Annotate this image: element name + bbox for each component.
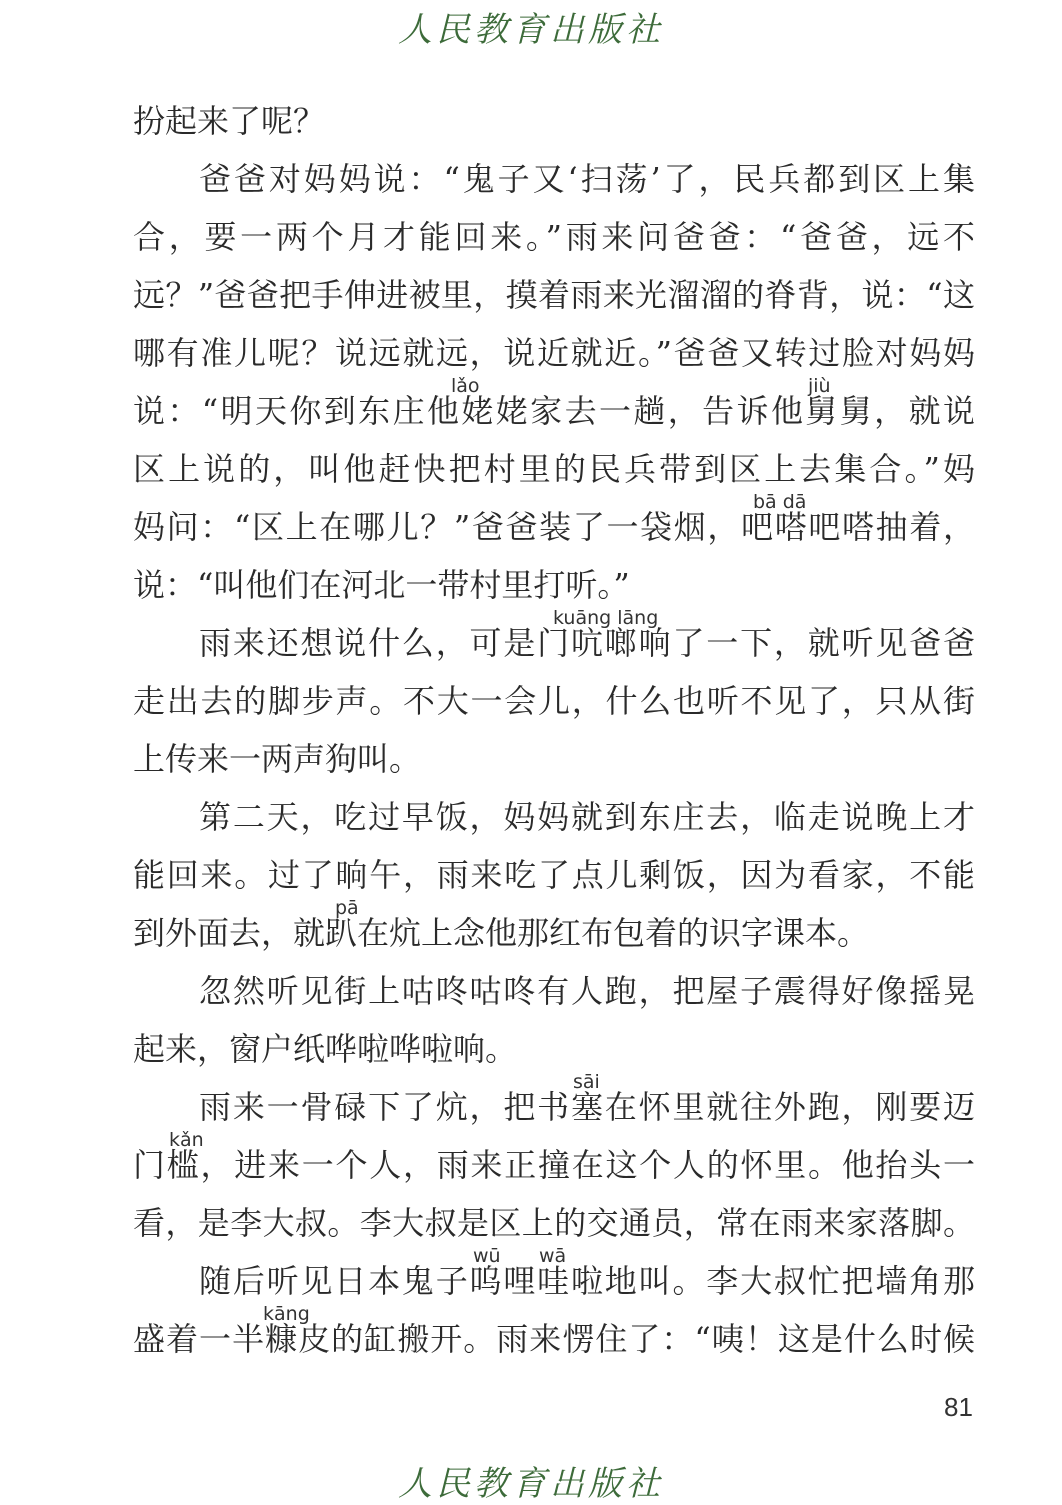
page-number: 81 bbox=[944, 1392, 973, 1422]
text-line: pā 到外面去，就趴在炕上念他那红布包着的识字课本。 bbox=[133, 897, 870, 952]
text-line: 起来，窗户纸哗啦哗啦响。 bbox=[133, 1030, 518, 1068]
text-line: 忽然听见街上咕咚咕咚有人跑，把屋子震得好像摇晃 bbox=[199, 972, 975, 1010]
text-line: sāi 雨来一骨碌下了炕，把书塞在怀里就往外跑，刚要迈 bbox=[199, 1071, 975, 1126]
pinyin-annotation: kuāng lāng bbox=[553, 607, 659, 629]
text-line: 扮起来了呢？ bbox=[133, 102, 326, 140]
text-line: 走出去的脚步声。不大一会儿，什么也听不见了，只从街 bbox=[133, 682, 975, 720]
pinyin-annotation: kāng bbox=[263, 1303, 310, 1325]
text-line: 第二天，吃过早饭，妈妈就到东庄去，临走说晚上才 bbox=[199, 798, 975, 836]
pinyin-annotation: bā dā bbox=[753, 491, 807, 513]
text-line: 哪有准儿呢？说远就远，说近就近。”爸爸又转过脸对妈妈 bbox=[133, 334, 975, 372]
text-line: lǎo jiù 说：“明天你到东庄他姥姥家去一趟，告诉他舅舅，就说 bbox=[133, 375, 975, 430]
text-line: 看，是李大叔。李大叔是区上的交通员，常在雨来家落脚。 bbox=[133, 1204, 975, 1242]
text-line: wū wā 随后听见日本鬼子呜哩哇啦地叫。李大叔忙把墙角那 bbox=[199, 1245, 975, 1300]
pinyin-annotation: kǎn bbox=[169, 1129, 204, 1151]
pinyin-annotation: wā bbox=[539, 1245, 567, 1267]
text-body bbox=[133, 92, 975, 1368]
text-line: 合，要一两个月才能回来。”雨来问爸爸：“爸爸，远不 bbox=[133, 218, 975, 256]
publisher-logo-header: 人民教育出版社 bbox=[398, 10, 664, 50]
text-line: 区上说的，叫他赶快把村里的民兵带到区上去集合。”妈 bbox=[133, 450, 975, 488]
text-line: kǎn 门槛，进来一个人，雨来正撞在这个人的怀里。他抬头一 bbox=[133, 1129, 975, 1184]
text-line: 远？”爸爸把手伸进被里，摸着雨来光溜溜的脊背，说：“这 bbox=[133, 276, 975, 314]
pinyin-annotation: lǎo bbox=[451, 375, 480, 397]
pinyin-annotation: pā bbox=[335, 897, 359, 919]
pinyin-annotation: jiù bbox=[808, 375, 831, 397]
text-line: kāng 盛着一半糠皮的缸搬开。雨来愣住了：“咦！这是什么时候 bbox=[133, 1303, 975, 1358]
pinyin-annotation: sāi bbox=[573, 1071, 600, 1093]
text-line: 爸爸对妈妈说：“鬼子又‘扫荡’了，民兵都到区上集 bbox=[199, 160, 975, 198]
pinyin-annotation: wū bbox=[473, 1245, 501, 1267]
text-line: 能回来。过了晌午，雨来吃了点儿剩饭，因为看家，不能 bbox=[133, 856, 975, 894]
text-line: kuāng lāng 雨来还想说什么，可是门吭啷响了一下，就听见爸爸 bbox=[199, 607, 975, 662]
text-line: 说：“叫他们在河北一带村里打听。” bbox=[133, 566, 630, 604]
text-line: bā dā 妈问：“区上在哪儿？”爸爸装了一袋烟，吧嗒吧嗒抽着， bbox=[133, 491, 975, 546]
publisher-logo-footer: 人民教育出版社 bbox=[398, 1464, 664, 1504]
text-line: 上传来一两声狗叫。 bbox=[133, 740, 422, 778]
